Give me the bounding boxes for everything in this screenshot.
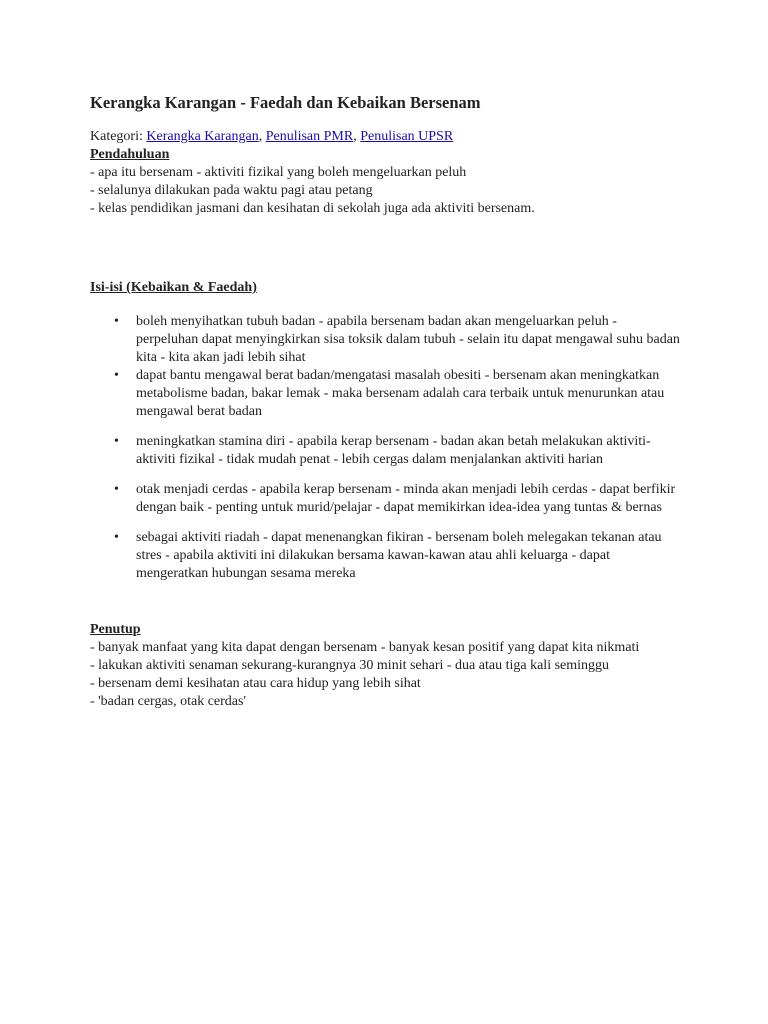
isi-section (90, 279, 690, 583)
pendahuluan-heading: Pendahuluan (90, 147, 170, 162)
category-separator: , (258, 129, 263, 144)
document-title: Kerangka Karangan - Faedah dan Kebaikan Bersenam (90, 93, 481, 112)
category-link-kerangka-karangan[interactable]: Kerangka Karangan (146, 129, 259, 144)
isi-list-item: • sebagai aktiviti riadah - dapat menenangkan fikiran - bersenam boleh melegakan tekanan atau stres - apabila aktiviti ini dilakukan bersama kawan-kawan atau ahli keluarga - dapat mengeratkan hubungan sesama mereka (136, 529, 680, 583)
penutup-line: - banyak manfaat yang kita dapat dengan bersenam - banyak kesan positif yang dapat kita nikmati (90, 640, 640, 655)
category-label: Kategori: (90, 129, 143, 144)
category-separator: , (353, 129, 357, 144)
category-link-penulisan-pmr[interactable]: Penulisan PMR (265, 129, 354, 144)
penutup-line: - lakukan aktiviti senaman sekurang-kurangnya 30 minit sehari - dua atau tiga kali seminggu (90, 658, 610, 673)
isi-heading: Isi-isi (Kebaikan & Faedah) (90, 280, 257, 295)
isi-list-item: • meningkatkan stamina diri - apabila kerap bersenam - badan akan betah melakukan aktiviti-aktiviti fizikal - tidak mudah penat - lebih cergas dalam menjalankan aktiviti harian (136, 433, 680, 469)
category-line (90, 128, 690, 146)
penutup-line: - 'badan cergas, otak cerdas' (90, 694, 246, 709)
pendahuluan-line: - kelas pendidikan jasmani dan kesihatan di sekolah juga ada aktiviti bersenam. (90, 201, 535, 216)
pendahuluan-line: - selalunya dilakukan pada waktu pagi atau petang (90, 183, 373, 198)
penutup-line: - bersenam demi kesihatan atau cara hidup yang lebih sihat (90, 676, 421, 691)
isi-list-item: • otak menjadi cerdas - apabila kerap bersenam - minda akan menjadi lebih cerdas - dapat berfikir dengan baik - penting untuk murid/pelajar - dapat memikirkan idea-idea yang tuntas & bernas (136, 481, 680, 517)
penutup-heading: Penutup (90, 622, 141, 637)
isi-list-item: • dapat bantu mengawal berat badan/mengatasi masalah obesiti - bersenam akan meningkatkan metabolisme badan, bakar lemak - maka bersenam adalah cara terbaik untuk menurunkan atau mengawal berat badan (136, 367, 680, 421)
pendahuluan-line: - apa itu bersenam - aktiviti fizikal yang boleh mengeluarkan peluh (90, 165, 467, 180)
pendahuluan-section (90, 146, 690, 218)
penutup-section (90, 621, 690, 711)
document-page (90, 93, 690, 711)
isi-list (90, 313, 690, 583)
category-link-penulisan-upsr[interactable]: Penulisan UPSR (360, 129, 454, 144)
isi-list-item: • boleh menyihatkan tubuh badan - apabila bersenam badan akan mengeluarkan peluh - perpeluhan dapat menyingkirkan sisa toksik dalam tubuh - selain itu dapat mengawal suhu badan kita - kita akan jadi lebih sihat (136, 313, 680, 367)
